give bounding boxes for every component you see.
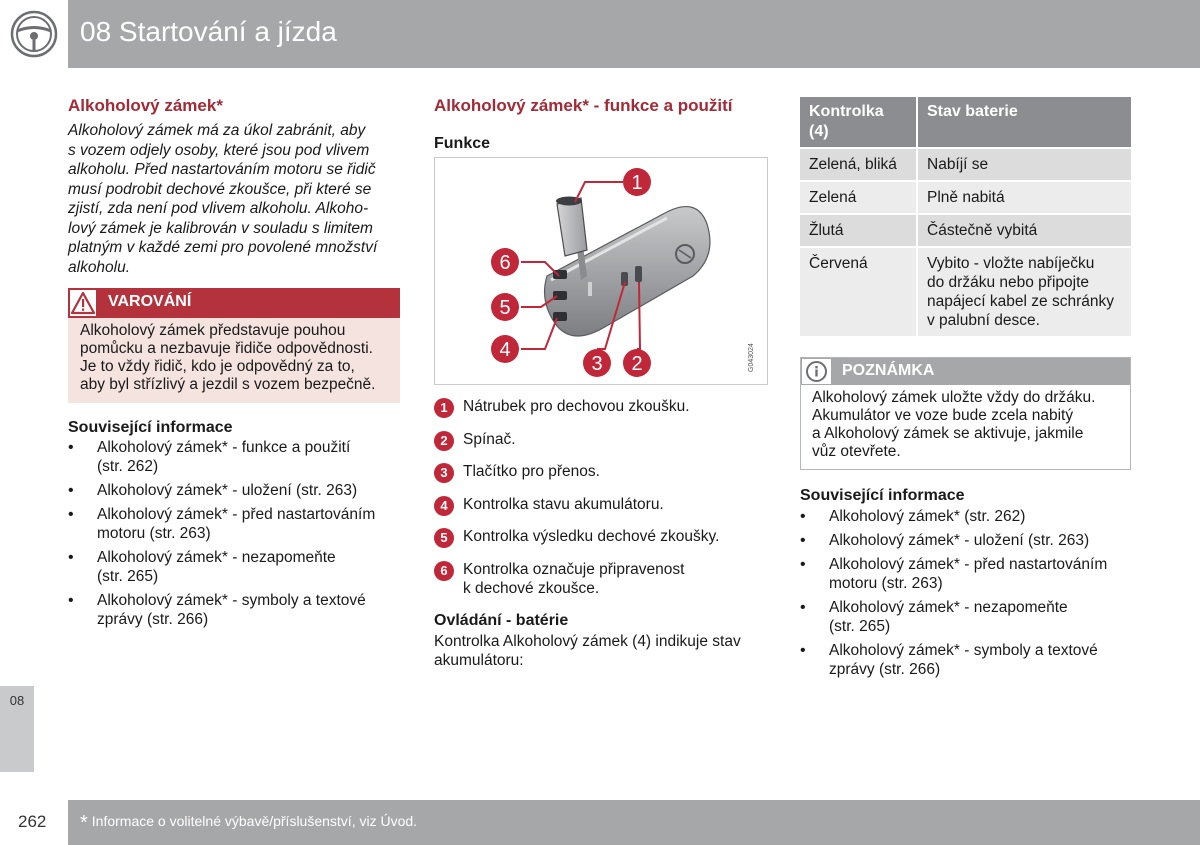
part-description: Tlačítko pro přenos. <box>463 463 600 480</box>
related-list-right <box>800 507 1140 684</box>
cell-text: Žlutá <box>809 222 844 239</box>
part-item <box>434 397 774 416</box>
part-description: Spínač. <box>463 430 516 448</box>
related-link[interactable] <box>68 505 408 543</box>
part-description: Kontrolka stavu akumulátoru. <box>463 495 664 513</box>
cell-text: Zelená, bliká <box>809 156 897 173</box>
table-header-cell <box>800 97 918 147</box>
part-number-badge: 6 <box>434 561 454 581</box>
related-link-text: (str. 265) <box>829 618 891 635</box>
warning-line: aby byl střízlivý a jezdil s vozem bezpečně. <box>80 376 376 393</box>
intro-line: musí podrobit dechové zkoušce, při které se <box>68 180 372 198</box>
table-cell <box>918 213 1131 246</box>
related-list <box>68 438 408 634</box>
section-heading-functions: Alkoholový zámek* - funkce a použití <box>434 96 733 115</box>
warning-line: Je to vždy řidič, kdo je odpovědný za to, <box>80 358 355 375</box>
related-link-text: motoru (str. 263) <box>97 525 211 542</box>
warning-header <box>68 288 400 318</box>
table-cell <box>918 246 1131 336</box>
callout-1 <box>623 168 651 196</box>
funkce-heading: Funkce <box>434 135 491 152</box>
note-header <box>801 358 1130 385</box>
battery-line: Kontrolka Alkoholový zámek (4) indikuje stav <box>434 633 741 650</box>
table-cell <box>918 180 1131 213</box>
note-line: a Alkoholový zámek se aktivuje, jakmile <box>812 425 1084 442</box>
svg-text:1: 1 <box>631 172 643 194</box>
table-header-cell <box>918 97 1131 147</box>
info-icon <box>801 358 832 385</box>
cell-text: Zelená <box>809 189 857 206</box>
footnote-text: Informace o volitelné výbavě/příslušenství, viz Úvod. <box>91 813 418 829</box>
battery-status-table <box>800 97 1131 336</box>
cell-text: napájecí kabel ze schránky <box>927 293 1114 310</box>
side-tab-label: 08 <box>9 693 25 708</box>
svg-text:3: 3 <box>591 353 603 375</box>
cell-text: Červená <box>809 255 868 272</box>
table-row <box>800 147 1131 180</box>
intro-line: alkoholu. Před nastartováním motoru se řidič <box>68 161 376 178</box>
svg-text:4: 4 <box>499 339 511 361</box>
part-item <box>434 527 774 546</box>
intro-line: platným v každé zemi pro povolené množství <box>68 239 378 256</box>
related-link-text: • Alkoholový zámek* - uložení (str. 263) <box>97 482 358 499</box>
related-link[interactable] <box>800 507 1140 526</box>
part-number-badge: 3 <box>434 463 454 483</box>
warning-label: VAROVÁNÍ <box>108 293 192 310</box>
intro-line: alkoholu. <box>68 258 131 276</box>
table-cell <box>800 213 918 246</box>
related-heading: Související informace <box>68 419 233 436</box>
callout-2 <box>623 349 651 377</box>
related-heading-right: Související informace <box>800 487 965 504</box>
footnote-star: * <box>80 812 88 834</box>
warning-box <box>68 288 400 403</box>
callout-3 <box>583 349 611 377</box>
cell-text: Nabíjí se <box>927 156 989 173</box>
note-line: vůz otevřete. <box>812 443 901 460</box>
chapter-title: 08 Startování a jízda <box>80 16 337 47</box>
part-number-badge: 4 <box>434 496 454 516</box>
section-heading: Alkoholový zámek* <box>68 96 223 115</box>
cell-text: Vybito - vložte nabíječku <box>927 255 1095 272</box>
breathalyzer-illustration <box>434 157 768 385</box>
cell-text: Částečně vybitá <box>927 222 1038 239</box>
intro-line: s vozem odjely osoby, které jsou pod vlivem <box>68 141 370 159</box>
table-cell <box>800 180 918 213</box>
mouthpiece <box>556 197 587 257</box>
part-description: Nátrubek pro dechovou zkoušku. <box>463 398 690 415</box>
related-link[interactable] <box>68 438 408 476</box>
chapter-side-tab[interactable] <box>0 686 34 772</box>
table-cell <box>800 246 918 336</box>
header-text: Kontrolka <box>809 103 884 120</box>
related-link-text: • Alkoholový zámek* - uložení (str. 263) <box>829 532 1090 549</box>
intro-line: lový zámek je kalibrován v souladu s limitem <box>68 219 373 237</box>
table-row <box>800 246 1131 336</box>
related-link[interactable] <box>800 555 1140 593</box>
part-description: Kontrolka označuje připravenost <box>463 560 685 578</box>
warning-line: Alkoholový zámek představuje pouhou <box>80 322 346 339</box>
related-link[interactable] <box>800 531 1140 550</box>
table-row <box>800 180 1131 213</box>
part-item <box>434 430 774 449</box>
related-link-text: • Alkoholový zámek* - nezapomeňte <box>97 549 336 566</box>
note-line: Akumulátor ve voze bude zcela nabitý <box>812 407 1074 424</box>
callout-6 <box>491 248 519 276</box>
related-link-text: (str. 265) <box>97 568 159 585</box>
callout-4 <box>491 335 519 363</box>
related-link[interactable] <box>68 481 408 500</box>
chapter-header <box>0 0 1200 68</box>
related-link[interactable] <box>68 548 408 586</box>
figure-code: G043024 <box>748 343 755 372</box>
svg-text:2: 2 <box>631 353 643 375</box>
related-link-text: • Alkoholový zámek* (str. 262) <box>829 508 1026 525</box>
cell-text: Plně nabitá <box>927 189 1005 206</box>
page-number: 262 <box>18 812 47 831</box>
part-item <box>434 495 774 514</box>
parts-list <box>434 397 774 611</box>
warning-triangle-icon <box>68 288 98 318</box>
part-item <box>434 560 774 598</box>
note-label: POZNÁMKA <box>842 362 935 379</box>
battery-heading: Ovládání - batérie <box>434 612 569 629</box>
part-item <box>434 462 774 481</box>
related-link[interactable] <box>800 641 1140 679</box>
related-link-text: • Alkoholový zámek* - nezapomeňte <box>829 599 1068 616</box>
footer-note <box>80 812 417 835</box>
note-box <box>800 357 1131 470</box>
note-line: Alkoholový zámek uložte vždy do držáku. <box>812 389 1096 406</box>
steering-wheel-icon <box>0 0 68 68</box>
related-link-text: • Alkoholový zámek* - symboly a textové <box>829 642 1098 659</box>
warning-text <box>68 318 400 403</box>
battery-paragraph <box>434 632 774 670</box>
intro-line: Alkoholový zámek má za úkol zabránit, aby <box>68 122 366 139</box>
callout-5 <box>491 293 519 321</box>
battery-line: akumulátoru: <box>434 652 524 669</box>
related-link[interactable] <box>800 598 1140 636</box>
part-number-badge: 5 <box>434 528 454 548</box>
related-link-text: • Alkoholový zámek* - před nastartováním <box>97 506 376 523</box>
header-text: Stav baterie <box>927 103 1018 120</box>
table-header-row <box>800 97 1131 147</box>
warning-line: pomůcku a nezbavuje řidiče odpovědnosti. <box>80 340 373 357</box>
related-link-text: zprávy (str. 266) <box>97 611 209 628</box>
related-link-text: (str. 262) <box>97 458 159 475</box>
part-description: Kontrolka výsledku dechové zkoušky. <box>463 528 720 545</box>
cell-text: do držáku nebo připojte <box>927 274 1090 291</box>
svg-text:5: 5 <box>499 297 511 319</box>
part-number-badge: 2 <box>434 431 454 451</box>
related-link-text: motoru (str. 263) <box>829 575 943 592</box>
header-text: (4) <box>809 123 829 140</box>
table-row <box>800 213 1131 246</box>
intro-paragraph <box>68 121 400 277</box>
related-link-text: • Alkoholový zámek* - funkce a použití <box>97 439 351 456</box>
intro-line: zjistí, zda není pod vlivem alkoholu. Alkoho- <box>68 200 369 217</box>
table-cell <box>918 147 1131 180</box>
table-cell <box>800 147 918 180</box>
cell-text: v palubní desce. <box>927 312 1040 329</box>
svg-text:6: 6 <box>499 252 511 274</box>
part-description: k dechové zkoušce. <box>463 579 600 597</box>
related-link-text: • Alkoholový zámek* - symboly a textové <box>97 592 366 609</box>
note-text <box>801 385 1130 469</box>
related-link-text: zprávy (str. 266) <box>829 661 941 678</box>
part-number-badge: 1 <box>434 398 454 418</box>
related-link[interactable] <box>68 591 408 629</box>
related-link-text: • Alkoholový zámek* - před nastartováním <box>829 556 1108 573</box>
